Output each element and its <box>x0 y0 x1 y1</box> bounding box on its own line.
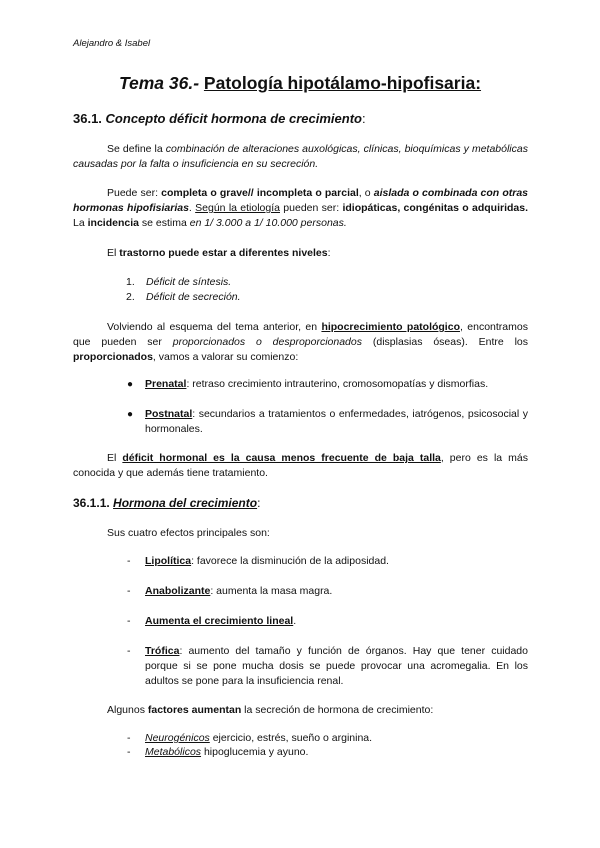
section-number: 36.1. <box>73 111 102 126</box>
text-run: , o <box>358 187 374 199</box>
text-run: la secreción de hormona de crecimiento: <box>241 704 434 716</box>
item-text: : aumento del tamaño y función de órganos. Hay que tener cuidado porque si se pone mucha dosis se puede provocar una acromegalia. En los adultos se pone para la insuficiencia renal. <box>145 645 528 687</box>
title-main: Patología hipotálamo-hipofisaria: <box>203 73 482 93</box>
text-run: (displasias óseas). Entre los <box>362 336 528 348</box>
text-run: Según la etiología <box>195 202 280 214</box>
text-run: incidencia <box>87 217 139 229</box>
text-run: idiopáticas, congénitas o adquiridas. <box>342 202 529 214</box>
text-run: proporcionados <box>73 351 153 363</box>
text-run: . <box>188 202 196 214</box>
text-run: déficit hormonal es la causa menos frecuente de baja talla <box>122 452 441 464</box>
text-run: El <box>107 452 123 464</box>
title-prefix: Tema 36.- <box>118 73 200 93</box>
item-label: Postnatal <box>145 408 193 420</box>
section-title: Hormona del crecimiento <box>113 496 258 510</box>
dash-marker: - <box>127 585 131 597</box>
section-title: Concepto déficit hormona de crecimiento <box>105 111 362 126</box>
list-item <box>0 584 600 599</box>
item-label: Neurogénicos <box>145 732 210 744</box>
text-run: : <box>327 247 331 259</box>
text-run: hipocrecimiento patológico <box>321 321 460 333</box>
page-header: Alejandro & Isabel <box>73 38 151 49</box>
item-label: Aumenta el crecimiento lineal <box>145 615 294 627</box>
item-text: : retraso crecimiento intrauterino, cromosomopatías y dismorfias. <box>186 378 489 390</box>
definition-paragraph <box>73 142 528 172</box>
list-item <box>0 275 600 290</box>
list-text: Déficit de síntesis. <box>146 276 232 288</box>
bullet-icon: ● <box>127 379 134 390</box>
types-paragraph <box>73 186 528 231</box>
item-text: ejercicio, estrés, sueño o arginina. <box>209 732 373 744</box>
item-text: . <box>293 615 297 627</box>
text-run: Se define la <box>107 143 166 155</box>
text-run: , vamos a valorar su comienzo: <box>152 351 299 363</box>
item-text: : favorece la disminución de la adiposidad. <box>191 555 389 567</box>
list-item <box>0 614 600 629</box>
frequency-paragraph <box>73 451 528 481</box>
text-run: proporcionados o desproporcionados <box>172 336 362 348</box>
factors-intro <box>107 703 527 718</box>
item-text: hipoglucemia y ayuno. <box>201 746 309 758</box>
item-label: Trófica <box>145 645 180 657</box>
text-run: , pero es la más conocida y que además tiene tratamiento. <box>73 452 528 479</box>
list-item <box>0 731 600 746</box>
dash-marker: - <box>127 615 131 627</box>
text-run: , encontramos que pueden ser <box>73 321 528 348</box>
dash-marker: - <box>127 645 131 657</box>
list-item <box>0 407 600 437</box>
list-text: Déficit de secreción. <box>146 291 241 303</box>
text-run: El <box>107 247 120 259</box>
section-heading-36-1 <box>73 111 366 126</box>
text-run: completa o grave// incompleta o parcial <box>161 187 359 199</box>
effects-intro: Sus cuatro efectos principales son: <box>107 527 270 539</box>
text-run: Puede ser: <box>107 187 162 199</box>
list-number: 1. <box>126 276 135 288</box>
text-run: combinación de alteraciones auxológicas, clínicas, bioquímicas y metabólicas causadas por la falta o insuficiencia en su secreción. <box>73 143 528 170</box>
item-label: Metabólicos <box>145 746 202 758</box>
text-run: La <box>73 217 88 229</box>
text-run: trastorno puede estar a diferentes niveles <box>119 247 328 259</box>
section-colon: : <box>257 496 261 510</box>
text-run: aislada o combinada con otras hormonas hipofisiarias <box>73 187 529 214</box>
item-label: Prenatal <box>145 378 187 390</box>
item-text: : aumenta la masa magra. <box>210 585 333 597</box>
section-number: 36.1.1. <box>73 496 110 510</box>
list-item <box>0 290 600 305</box>
section-heading-36-1-1 <box>73 496 260 510</box>
text-run: factores aumentan <box>147 704 242 716</box>
bullet-icon: ● <box>127 409 134 420</box>
scheme-paragraph <box>73 320 528 365</box>
text-run: Volviendo al esquema del tema anterior, en <box>107 321 322 333</box>
list-item <box>0 554 600 569</box>
levels-intro <box>73 246 528 261</box>
list-item <box>0 644 600 689</box>
text-run: se estima <box>138 217 190 229</box>
dash-marker: - <box>127 555 131 567</box>
list-item <box>0 377 600 392</box>
list-item <box>0 745 600 760</box>
section-colon: : <box>361 111 366 126</box>
dash-marker: - <box>127 732 131 744</box>
item-text: : secundarios a tratamientos o enfermedades, iatrógenos, psicosocial y hormonales. <box>145 408 528 435</box>
page-title <box>0 73 600 94</box>
text-run: en 1/ 3.000 a 1/ 10.000 personas. <box>189 217 347 229</box>
dash-marker: - <box>127 746 131 758</box>
list-number: 2. <box>126 291 135 303</box>
item-label: Lipolítica <box>145 555 192 567</box>
text-run: pueden ser: <box>280 202 343 214</box>
text-run: Algunos <box>107 704 148 716</box>
item-label: Anabolizante <box>145 585 211 597</box>
